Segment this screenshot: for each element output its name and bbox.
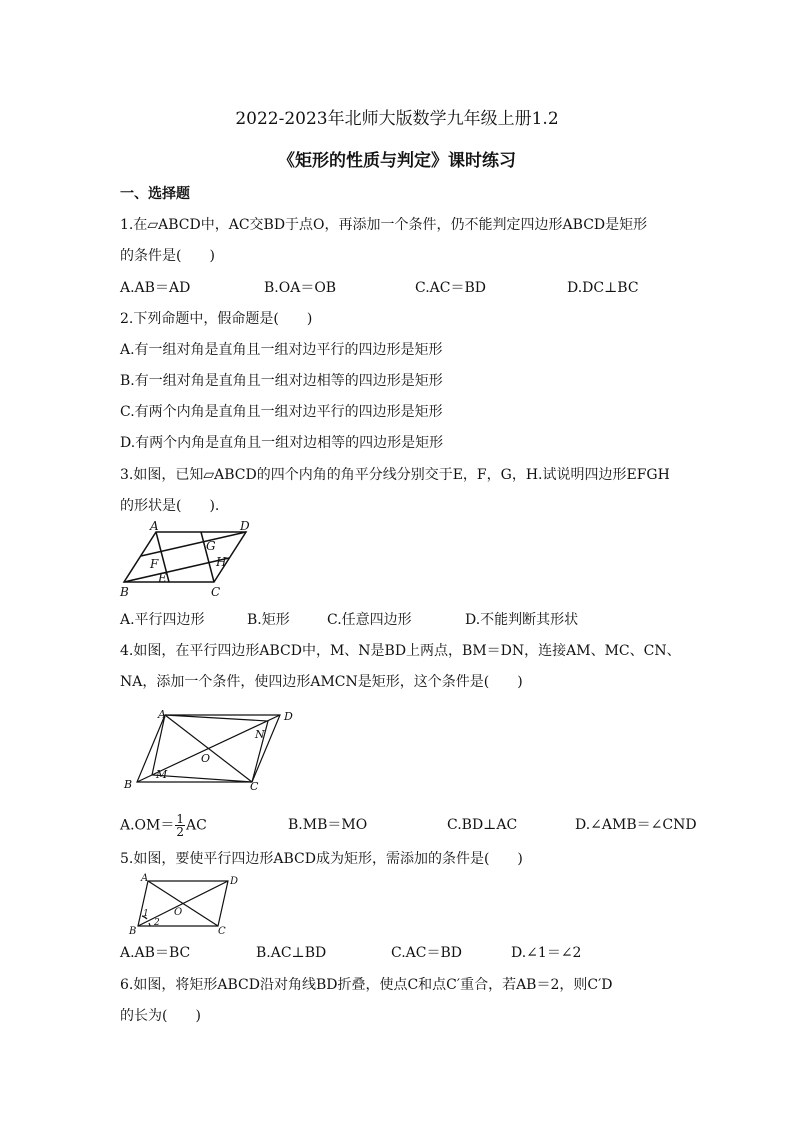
q2-option-a: A.有一组对角是直角且一组对边平行的四边形是矩形 [120, 342, 443, 358]
q2-option-c: C.有两个内角是直角且一组对边平行的四边形是矩形 [120, 404, 443, 420]
q5-option-a: A.AB＝BC [120, 945, 191, 961]
q3-label-f: F [150, 557, 159, 571]
q5-label-o: O [174, 907, 183, 918]
q4-label-a: A [158, 708, 166, 721]
q3-parallelogram [124, 532, 246, 582]
q5-stem: 5.如图，要使平行四边形ABCD成为矩形，需添加的条件是( ) [120, 851, 523, 867]
q4-figure [120, 706, 300, 794]
q5-label-d: D [230, 876, 239, 887]
q5-option-b: B.AC⊥BD [256, 945, 327, 961]
q4-label-c: C [250, 780, 259, 793]
q5-option-c: C.AC＝BD [391, 945, 462, 961]
q4-label-m: M [156, 768, 168, 781]
q4-option-d: D.∠AMB＝∠CND [575, 817, 697, 833]
q4-option-a-suffix: AC [186, 817, 207, 834]
q3-stem-line1: 3.如图，已知▱ABCD的四个内角的角平分线分别交于E，F，G，H.试说明四边形EFGH [120, 467, 670, 483]
q1-stem-line2: 的条件是( ) [120, 248, 215, 264]
q3-option-a: A.平行四边形 [120, 612, 205, 628]
q6-stem-line2: 的长为( ) [120, 1008, 201, 1024]
q4-option-b: B.MB＝MO [288, 817, 368, 833]
q4-quad-amcn [152, 715, 268, 782]
q5-label-angle-1: 1 [143, 909, 149, 919]
q3-label-b: B [120, 585, 129, 599]
q4-label-b: B [124, 778, 133, 791]
q5-label-a: A [141, 873, 149, 884]
fraction-denominator: 2 [176, 825, 185, 839]
q3-label-h: H [216, 555, 227, 569]
q3-figure [118, 520, 268, 602]
worksheet-title: 2022-2023年北师大版数学九年级上册1.2 [235, 109, 559, 129]
q3-label-a: A [150, 519, 159, 533]
q4-label-d: D [284, 710, 293, 723]
q4-label-n: N [255, 728, 265, 741]
q4-stem-line1: 4.如图，在平行四边形ABCD中，M、N是BD上两点，BM＝DN，连接AM、MC、CN、 [120, 643, 681, 659]
q4-option-a [120, 813, 207, 838]
q3-stem-line2: 的形状是( ). [120, 498, 220, 514]
q3-label-e: E [158, 571, 167, 585]
section-heading: 一、选择题 [120, 186, 190, 202]
q5-label-angle-2: 2 [154, 918, 160, 928]
q2-option-b: B.有一组对角是直角且一组对边相等的四边形是矩形 [120, 373, 443, 389]
q3-label-g: G [206, 539, 216, 553]
fraction-numerator: 1 [176, 812, 185, 826]
q1-option-b: B.OA＝OB [264, 280, 337, 296]
q3-option-b: B.矩形 [247, 612, 290, 628]
q4-label-o: O [201, 752, 211, 765]
q1-option-d: D.DC⊥BC [567, 280, 639, 296]
q5-diagonal-bd [138, 881, 228, 926]
q1-stem-line1: 1.在▱ABCD中，AC交BD于点O，再添加一个条件，仍不能判定四边形ABCD是矩形 [120, 217, 648, 233]
q1-option-c: C.AC＝BD [415, 280, 486, 296]
q3-option-d: D.不能判断其形状 [465, 612, 579, 628]
q2-option-d: D.有两个内角是直角且一组对边相等的四边形是矩形 [120, 435, 444, 451]
q6-stem-line1: 6.如图，将矩形ABCD沿对角线BD折叠，使点C和点C′重合，若AB＝2，则C′D [120, 977, 613, 993]
q5-option-d: D.∠1＝∠2 [511, 945, 582, 961]
q4-option-a-prefix: A.OM＝ [120, 817, 175, 834]
q5-label-c: C [218, 926, 226, 937]
q2-stem: 2.下列命题中，假命题是( ) [120, 311, 313, 327]
q4-option-c: C.BD⊥AC [447, 817, 518, 833]
q4-stem-line2: NA，添加一个条件，使四边形AMCN是矩形，这个条件是( ) [120, 674, 523, 690]
q3-option-c: C.任意四边形 [327, 612, 412, 628]
q5-figure [120, 874, 246, 936]
worksheet-subtitle: 《矩形的性质与判定》课时练习 [278, 151, 516, 171]
q3-label-d: D [240, 519, 250, 533]
fraction-one-half [175, 813, 185, 838]
q1-option-a: A.AB＝AD [120, 280, 191, 296]
q5-label-b: B [129, 926, 137, 937]
q3-label-c: C [211, 585, 221, 599]
